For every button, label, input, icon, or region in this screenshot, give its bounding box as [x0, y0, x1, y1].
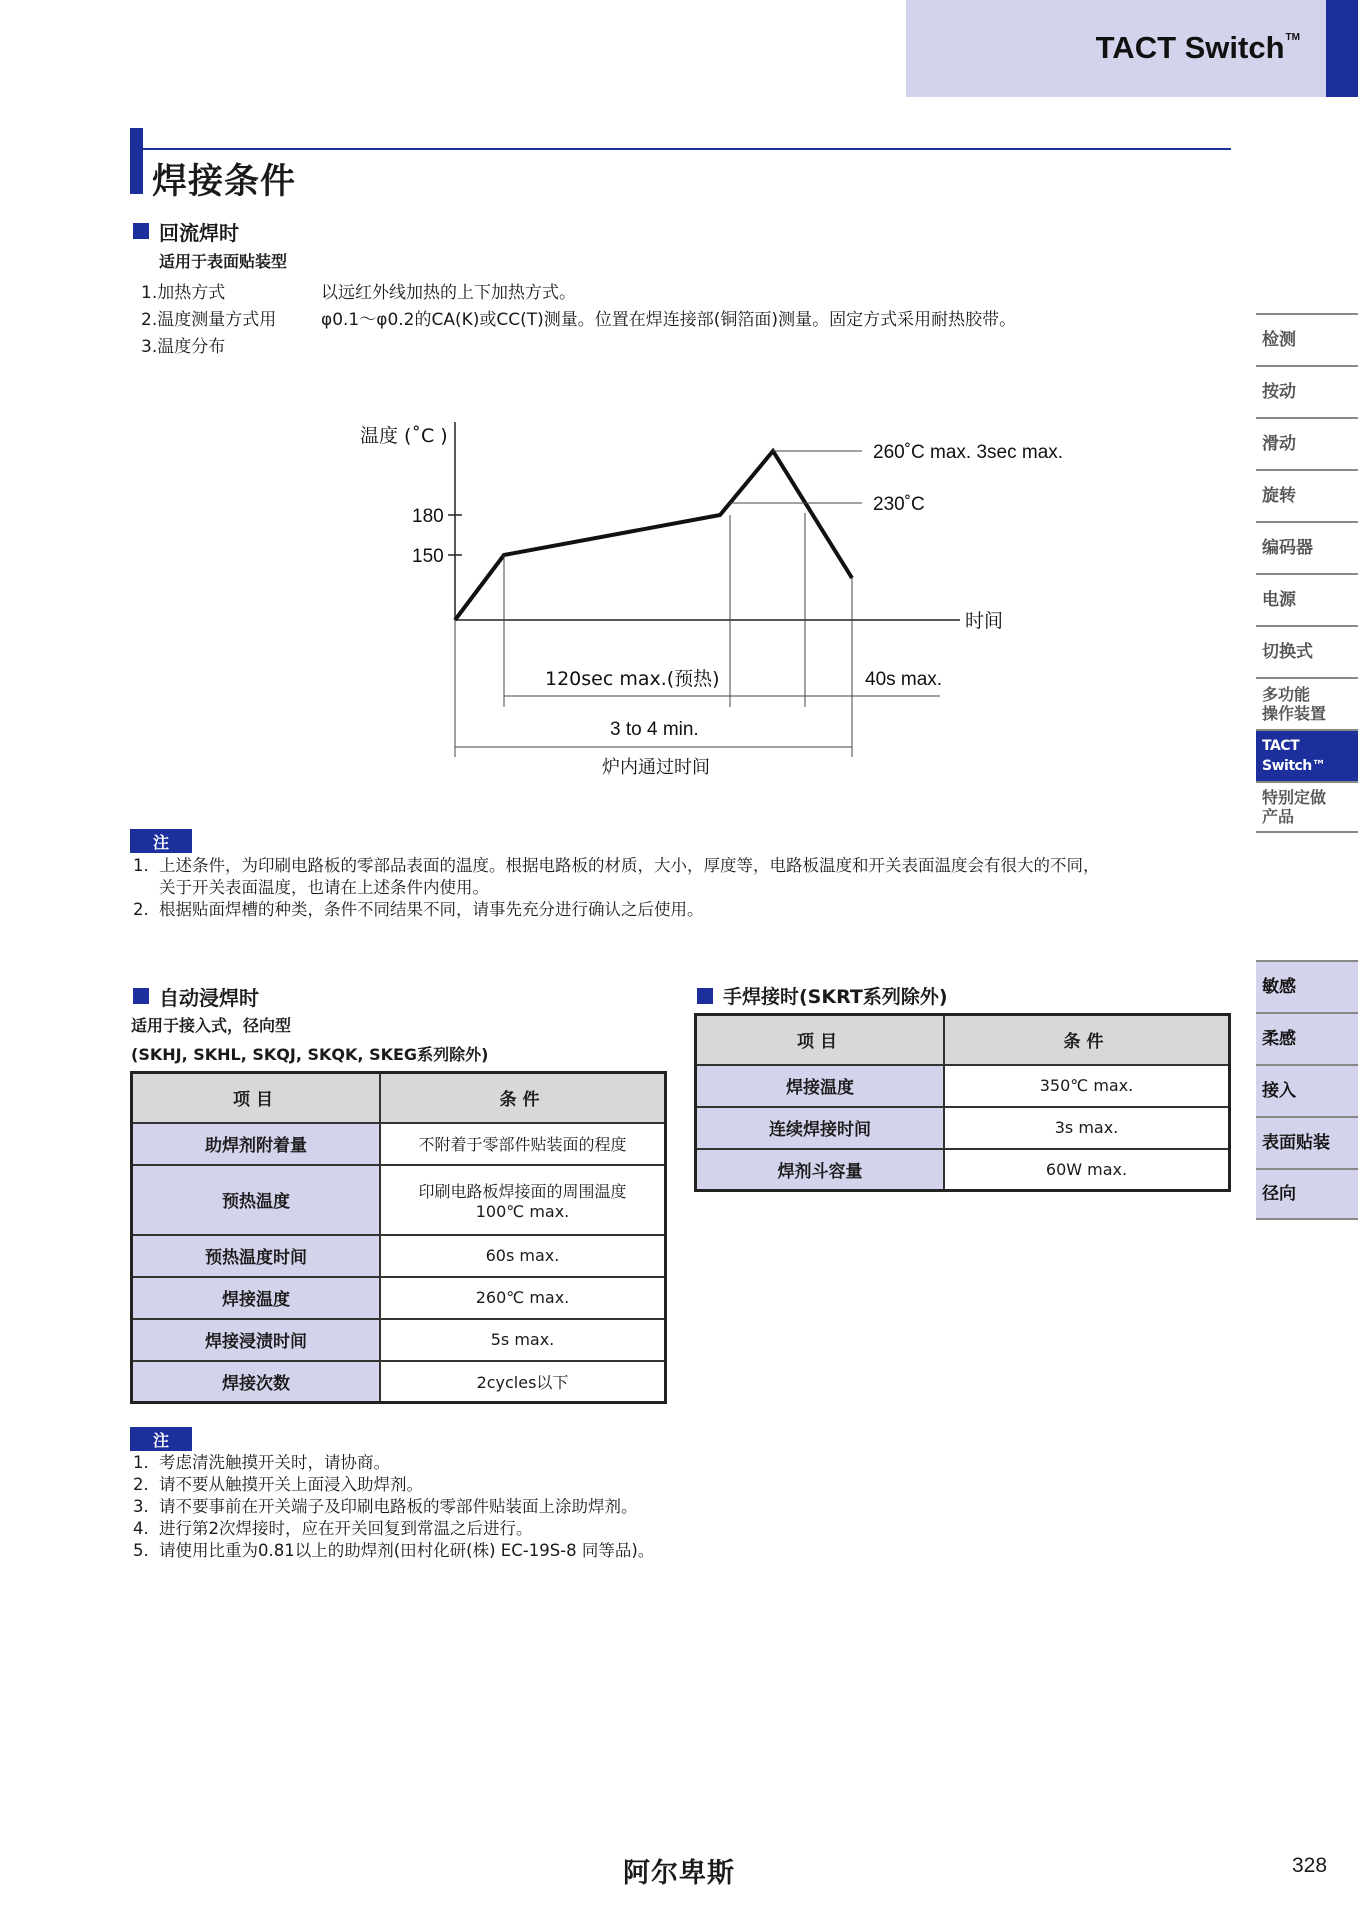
- condition-line: 100℃ max.: [475, 1201, 570, 1221]
- dip-subheading: 适用于接入式，径向型: [131, 1016, 292, 1035]
- section-marker: [133, 988, 149, 1004]
- side-nav-label: 电源: [1262, 590, 1296, 610]
- side-nav-rotary[interactable]: [1256, 469, 1358, 521]
- total-time-label: 3 to 4 min.: [610, 719, 699, 740]
- page-title: 焊接条件: [152, 162, 297, 202]
- note-item: [133, 855, 1243, 877]
- item-cell: 助焊剂附着量: [132, 1123, 381, 1165]
- note-text: 请不要事前在开关端子及印刷电路板的零部件贴装面上涂助焊剂。: [159, 1497, 638, 1516]
- trademark-mark: TM: [1285, 32, 1300, 43]
- table-header-row: [132, 1073, 666, 1123]
- condition-line: 印刷电路板焊接面的周围温度: [418, 1181, 627, 1201]
- side-nav-label: 滑动: [1262, 434, 1296, 454]
- table-row: [132, 1235, 666, 1277]
- side-nav-tact-switch[interactable]: [1256, 729, 1358, 781]
- side-nav-power[interactable]: [1256, 573, 1358, 625]
- header-title-text: TACT Switch: [1095, 30, 1285, 65]
- item-cell: 预热温度时间: [132, 1235, 381, 1277]
- reflow-item-label: 1.加热方式: [141, 283, 226, 303]
- note-text: 根据贴面焊槽的种类，条件不同结果不同，请事先充分进行确认之后使用。: [159, 900, 704, 919]
- note-text: 关于开关表面温度，也请在上述条件内使用。: [159, 878, 489, 897]
- table-row: [696, 1065, 1230, 1107]
- note-item: [133, 877, 1243, 899]
- reflow-item-value: 以远红外线加热的上下加热方式。: [321, 283, 576, 303]
- side-nav-encoder[interactable]: [1256, 521, 1358, 573]
- y-tick-label-180: 180: [412, 506, 444, 527]
- side-group-label: 柔感: [1262, 1029, 1296, 1049]
- dip-exclusions: (SKHJ, SKHL, SKQJ, SKQK, SKEG系列除外): [131, 1045, 489, 1064]
- note-text: 请使用比重为0.81以上的助焊剂(田村化研(株) EC-19S-8 同等品)。: [159, 1541, 655, 1560]
- side-nav-custom[interactable]: [1256, 781, 1358, 833]
- above230-label: 40s max.: [865, 669, 943, 690]
- side-group-insertion[interactable]: [1256, 1064, 1358, 1116]
- manual-heading: 手焊接时(SKRT系列除外): [723, 986, 948, 1008]
- note-number: 2.: [133, 900, 149, 919]
- side-nav-label: 按动: [1262, 382, 1296, 402]
- reflow-subheading: 适用于表面贴装型: [159, 252, 288, 271]
- dip-heading: 自动浸焊时: [159, 986, 259, 1010]
- side-nav-label: 多功能 操作装置: [1262, 685, 1327, 723]
- manual-conditions-table: [694, 1013, 1231, 1192]
- side-nav-detect[interactable]: [1256, 313, 1358, 365]
- table-row: [132, 1277, 666, 1319]
- section-marker: [697, 988, 713, 1004]
- side-nav-slide[interactable]: [1256, 417, 1358, 469]
- table-header-row: [696, 1015, 1230, 1065]
- note-number: 1.: [133, 1453, 149, 1472]
- side-nav-label: 切换式: [1262, 642, 1313, 662]
- header-accent-bar: [1326, 0, 1358, 97]
- note-item: [133, 1518, 1033, 1540]
- reflow-item-label: 2.温度测量方式用: [141, 310, 277, 330]
- item-cell: 焊接次数: [132, 1361, 381, 1403]
- side-nav-label: 检测: [1262, 330, 1296, 350]
- side-group-radial[interactable]: [1256, 1168, 1358, 1220]
- column-header: 条件: [380, 1073, 666, 1123]
- table-row: [696, 1107, 1230, 1149]
- preheat-label: 120sec max.(预热): [545, 668, 720, 690]
- note-number: [133, 877, 159, 899]
- brand-logo: 阿尔卑斯: [623, 1858, 735, 1889]
- item-cell: 焊接温度: [696, 1065, 945, 1107]
- note-text: 上述条件，为印刷电路板的零部品表面的温度。根据电路板的材质，大小，厚度等，电路板温度和开关表面温度会有很大的不同，: [159, 856, 1100, 875]
- item-cell: 焊接浸渍时间: [132, 1319, 381, 1361]
- x-axis-label: 时间: [965, 610, 1004, 632]
- note-text: 考虑清洗触摸开关时，请协商。: [159, 1453, 390, 1472]
- note-badge: 注: [130, 1427, 192, 1451]
- oven-time-label: 炉内通过时间: [602, 757, 710, 778]
- condition-cell: 350℃ max.: [944, 1065, 1230, 1107]
- side-nav-label: 旋转: [1262, 486, 1296, 506]
- side-group-smd[interactable]: [1256, 1116, 1358, 1168]
- side-nav-multifunction[interactable]: [1256, 677, 1358, 729]
- note-number: 5.: [133, 1541, 149, 1560]
- header-title: [1096, 30, 1300, 66]
- item-cell: 连续焊接时间: [696, 1107, 945, 1149]
- note-badge: 注: [130, 829, 192, 853]
- note-list: [133, 855, 1243, 921]
- condition-cell: 260℃ max.: [380, 1277, 666, 1319]
- section-marker: [133, 223, 149, 239]
- title-rule: [143, 148, 1231, 150]
- dip-conditions-table: [130, 1071, 667, 1404]
- note-number: 3.: [133, 1497, 149, 1516]
- item-cell: 焊接温度: [132, 1277, 381, 1319]
- note-number: 1.: [133, 856, 149, 875]
- condition-cell: 不附着于零部件贴装面的程度: [380, 1123, 666, 1165]
- level-230-label: 230˚C: [873, 494, 925, 515]
- page-number: 328: [1292, 1854, 1328, 1877]
- reflow-item-label: 3.温度分布: [141, 337, 226, 357]
- note-number: 2.: [133, 1475, 149, 1494]
- note-item: [133, 1452, 1033, 1474]
- column-header: 项目: [132, 1073, 381, 1123]
- y-tick-label-150: 150: [412, 546, 444, 567]
- side-nav-label: 特别定做 产品: [1262, 788, 1327, 826]
- note-list: [133, 1452, 1033, 1562]
- temperature-profile-chart: [340, 405, 1100, 785]
- condition-cell: 5s max.: [380, 1319, 666, 1361]
- note-item: [133, 899, 1243, 921]
- condition-cell: 3s max.: [944, 1107, 1230, 1149]
- side-nav-push[interactable]: [1256, 365, 1358, 417]
- reflow-heading: 回流焊时: [159, 221, 239, 245]
- side-group-label: 径向: [1262, 1184, 1296, 1204]
- note-item: [133, 1474, 1033, 1496]
- table-row: [696, 1149, 1230, 1191]
- side-group-sensitive[interactable]: [1256, 960, 1358, 1012]
- condition-cell: [380, 1165, 666, 1235]
- table-row: [132, 1319, 666, 1361]
- side-nav-switching[interactable]: [1256, 625, 1358, 677]
- temperature-curve: [455, 451, 852, 620]
- side-group-label: 接入: [1262, 1081, 1296, 1101]
- y-axis-label: 温度 (˚C ): [360, 425, 448, 447]
- condition-cell: 2cycles以下: [380, 1361, 666, 1403]
- item-cell: 焊剂斗容量: [696, 1149, 945, 1191]
- item-cell: 预热温度: [132, 1165, 381, 1235]
- side-nav-label: TACT Switch™: [1262, 738, 1326, 774]
- condition-cell: 60s max.: [380, 1235, 666, 1277]
- table-row: [132, 1165, 666, 1235]
- table-row: [132, 1361, 666, 1403]
- side-group-label: 表面贴装: [1262, 1133, 1330, 1153]
- peak-label: 260˚C max. 3sec max.: [873, 442, 1064, 463]
- note-item: [133, 1540, 1033, 1562]
- side-nav-label: 编码器: [1262, 538, 1313, 558]
- note-item: [133, 1496, 1033, 1518]
- note-number: 4.: [133, 1519, 149, 1538]
- condition-cell: 60W max.: [944, 1149, 1230, 1191]
- column-header: 条件: [944, 1015, 1230, 1065]
- side-group-soft[interactable]: [1256, 1012, 1358, 1064]
- note-text: 进行第2次焊接时，应在开关回复到常温之后进行。: [159, 1519, 533, 1538]
- title-accent-bar: [130, 128, 143, 194]
- table-row: [132, 1123, 666, 1165]
- note-text: 请不要从触摸开关上面浸入助焊剂。: [159, 1475, 423, 1494]
- side-group-label: 敏感: [1262, 977, 1296, 997]
- reflow-item-value: φ0.1～φ0.2的CA(K)或CC(T)测量。位置在焊连接部(铜箔面)测量。固定方式采用耐热胶带。: [321, 310, 1017, 330]
- column-header: 项目: [696, 1015, 945, 1065]
